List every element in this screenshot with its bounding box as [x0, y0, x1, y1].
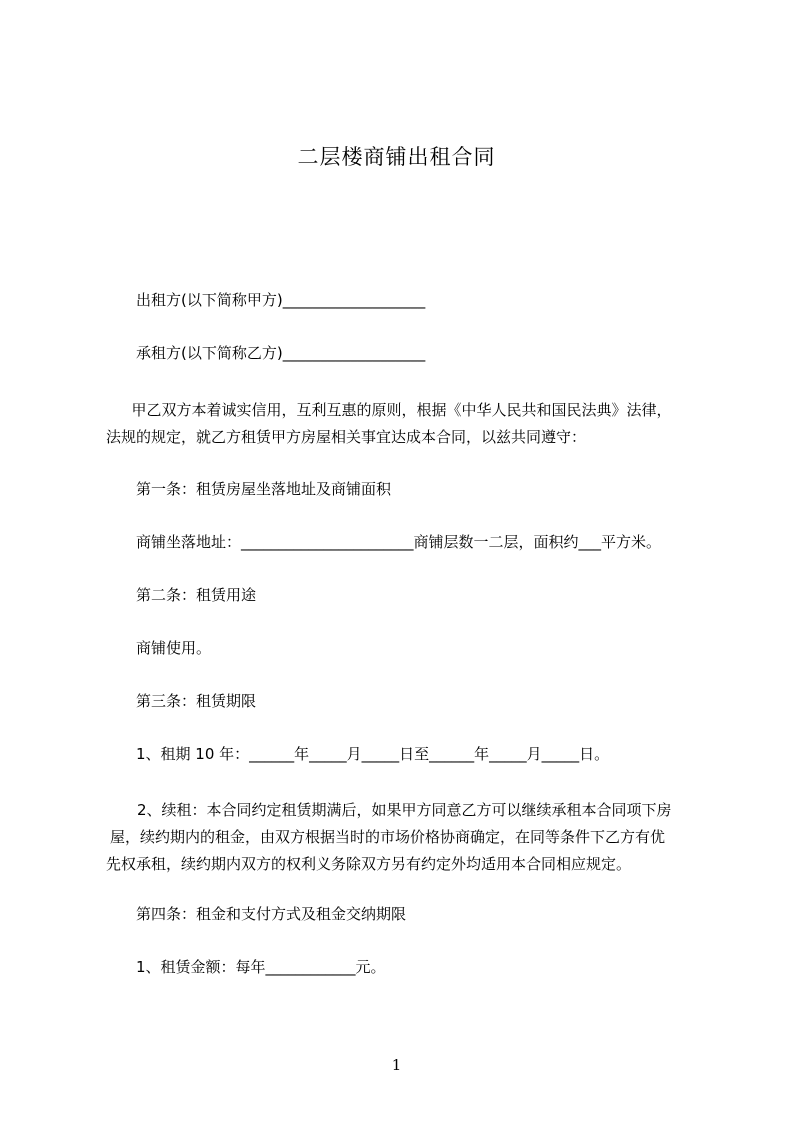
- article-3-renew-line-2: 屋，续约期内的租金，由双方根据当时的市场价格协商确定，在同等条件下乙方有优: [110, 828, 666, 846]
- preamble-line-1: 甲乙双方本着诚实信用，互利互惠的原则，根据《中华人民共和国民法典》法律，: [122, 401, 672, 419]
- article-3-title: 第三条：租赁期限: [136, 692, 257, 710]
- preamble-line-2: 法规的规定，就乙方租赁甲方房屋相关事宜达成本合同，以兹共同遵守：: [106, 428, 587, 446]
- article-2-content: 商铺使用。: [136, 639, 212, 657]
- article-1-address: 商铺坐落地址：_______________________商铺层数一二层，面积约___平方米。: [136, 533, 662, 551]
- article-4-title: 第四条：租金和支付方式及租金交纳期限: [136, 905, 407, 923]
- article-4-amount: 1、租赁金额：每年____________元。: [136, 958, 386, 976]
- page-number: 1: [391, 1056, 402, 1074]
- article-3-renew-line-1: 2、续租：本合同约定租赁期满后，如果甲方同意乙方可以继续承租本合同项下房: [137, 801, 672, 819]
- lessor-line: 出租方(以下简称甲方)___________________: [136, 291, 426, 309]
- article-3-renew-line-3: 先权承租，续约期内双方的权利义务除双方另有约定外均适用本合同相应规定。: [106, 855, 632, 873]
- article-1-title: 第一条：租赁房屋坐落地址及商铺面积: [136, 480, 392, 498]
- article-2-title: 第二条：租赁用途: [136, 586, 257, 604]
- lessee-line: 承租方(以下简称乙方)___________________: [136, 344, 426, 362]
- document-title: 二层楼商铺出租合同: [297, 145, 496, 169]
- article-3-term: 1、租期 10 年：______年_____月_____日至______年_____月_____日。: [136, 745, 610, 763]
